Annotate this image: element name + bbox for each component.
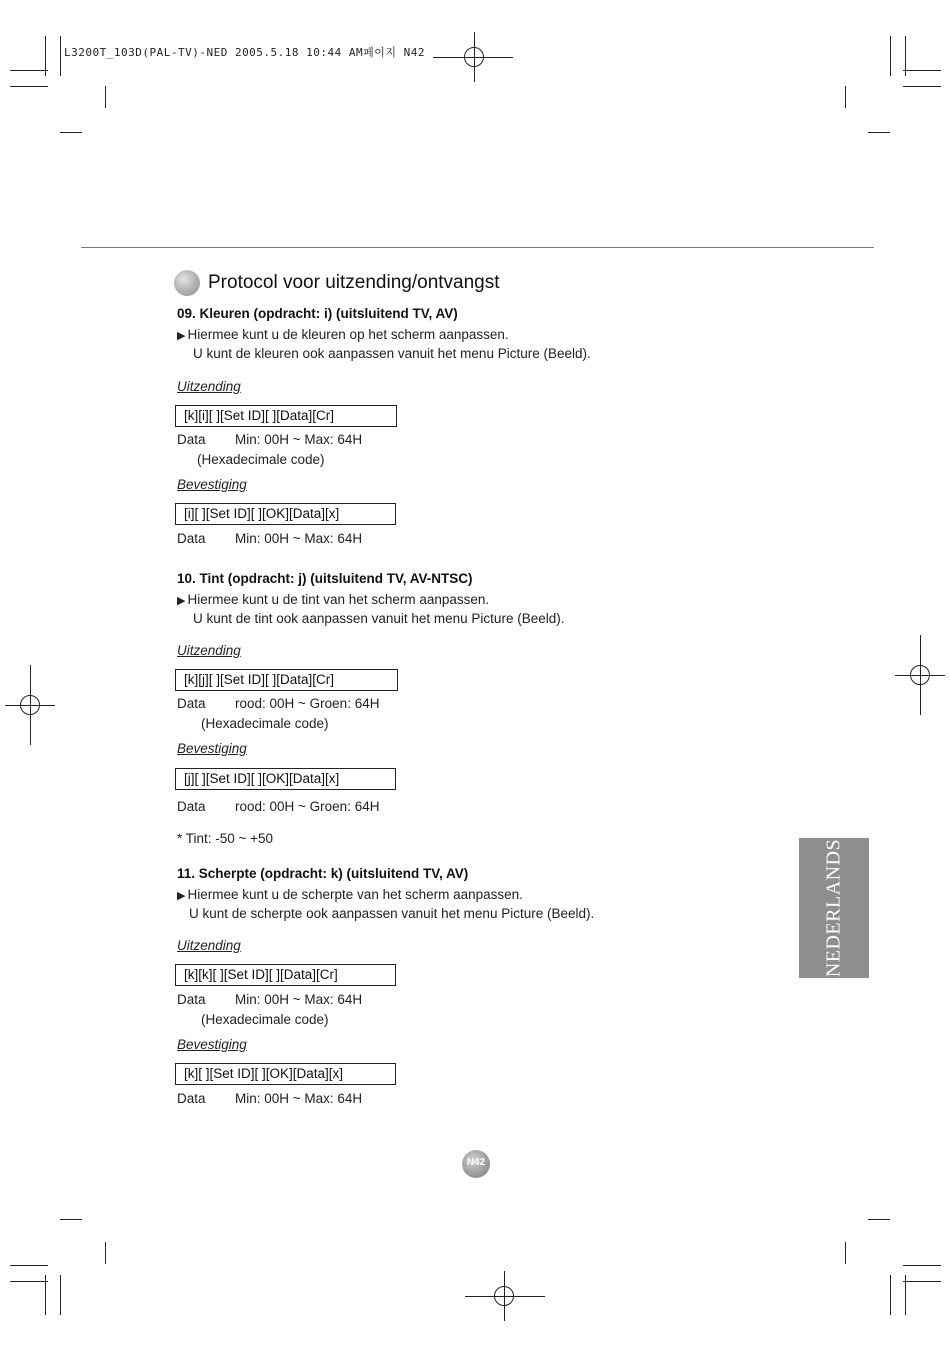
print-header: L3200T_103D(PAL-TV)-NED 2005.5.18 10:44 AM페이지 N42	[64, 46, 426, 59]
page-number: N42	[466, 1157, 486, 1168]
section-09-transmit-label: Uitzending	[177, 379, 241, 394]
language-side-tab-label: NEDERLANDS	[822, 838, 845, 978]
section-10-hex-note: (Hexadecimale code)	[201, 716, 329, 731]
section-10-transmit-label: Uitzending	[177, 643, 241, 658]
section-09-hex-note: (Hexadecimale code)	[197, 452, 325, 467]
section-09-heading: 09. Kleuren (opdracht: i) (uitsluitend TV, AV)	[177, 306, 458, 321]
section-10-ack-data: Data rood: 00H ~ Groen: 64H	[177, 799, 380, 814]
bullet-circle-icon	[174, 270, 200, 296]
section-09-transmit-data: Data Min: 00H ~ Max: 64H	[177, 432, 363, 447]
section-11-heading: 11. Scherpte (opdracht: k) (uitsluitend TV, AV)	[177, 866, 469, 881]
section-10-note: * Tint: -50 ~ +50	[177, 831, 274, 846]
section-11-ack-data: Data Min: 00H ~ Max: 64H	[177, 1091, 363, 1106]
section-10-transmit-cmd: [k][j][ ][Set ID][ ][Data][Cr]	[175, 669, 398, 691]
section-11-transmit-cmd: [k][k][ ][Set ID][ ][Data][Cr]	[175, 964, 396, 986]
page-number-badge	[462, 1150, 490, 1178]
section-11-description: ▶ Hiermee kunt u de scherpte van het scherm aanpassen. U kunt de scherpte ook aanpassen vanuit het menu Picture (Beeld).	[177, 887, 595, 921]
play-arrow-icon: ▶	[177, 595, 186, 607]
section-10-description: ▶ Hiermee kunt u de tint van het scherm aanpassen. U kunt de tint ook aanpassen vanuit het menu Picture (Beeld).	[177, 592, 565, 626]
play-arrow-icon: ▶	[177, 890, 186, 902]
section-11-hex-note: (Hexadecimale code)	[201, 1012, 329, 1027]
header-rule	[81, 247, 874, 248]
language-side-tab	[799, 838, 869, 978]
page-title	[174, 270, 500, 296]
play-arrow-icon: ▶	[177, 330, 186, 342]
section-10-ack-cmd: [j][ ][Set ID][ ][OK][Data][x]	[175, 768, 396, 790]
section-10-transmit-data: Data rood: 00H ~ Groen: 64H	[177, 696, 380, 711]
section-11-transmit-label: Uitzending	[177, 938, 241, 953]
section-10-heading: 10. Tint (opdracht: j) (uitsluitend TV, AV-NTSC)	[177, 571, 473, 586]
section-09-ack-data: Data Min: 00H ~ Max: 64H	[177, 531, 363, 546]
section-09-transmit-cmd: [k][i][ ][Set ID][ ][Data][Cr]	[175, 405, 397, 427]
section-09-description: ▶ Hiermee kunt u de kleuren op het scherm aanpassen. U kunt de kleuren ook aanpassen vanuit het menu Picture (Beeld).	[177, 327, 591, 361]
section-09-ack-label: Bevestiging	[177, 477, 247, 492]
section-11-transmit-data: Data Min: 00H ~ Max: 64H	[177, 992, 363, 1007]
section-10-ack-label: Bevestiging	[177, 741, 247, 756]
section-11-ack-cmd: [k][ ][Set ID][ ][OK][Data][x]	[175, 1063, 396, 1085]
page-title-text: Protocol voor uitzending/ontvangst	[208, 272, 500, 293]
section-11-ack-label: Bevestiging	[177, 1037, 247, 1052]
section-09-ack-cmd: [i][ ][Set ID][ ][OK][Data][x]	[175, 503, 396, 525]
